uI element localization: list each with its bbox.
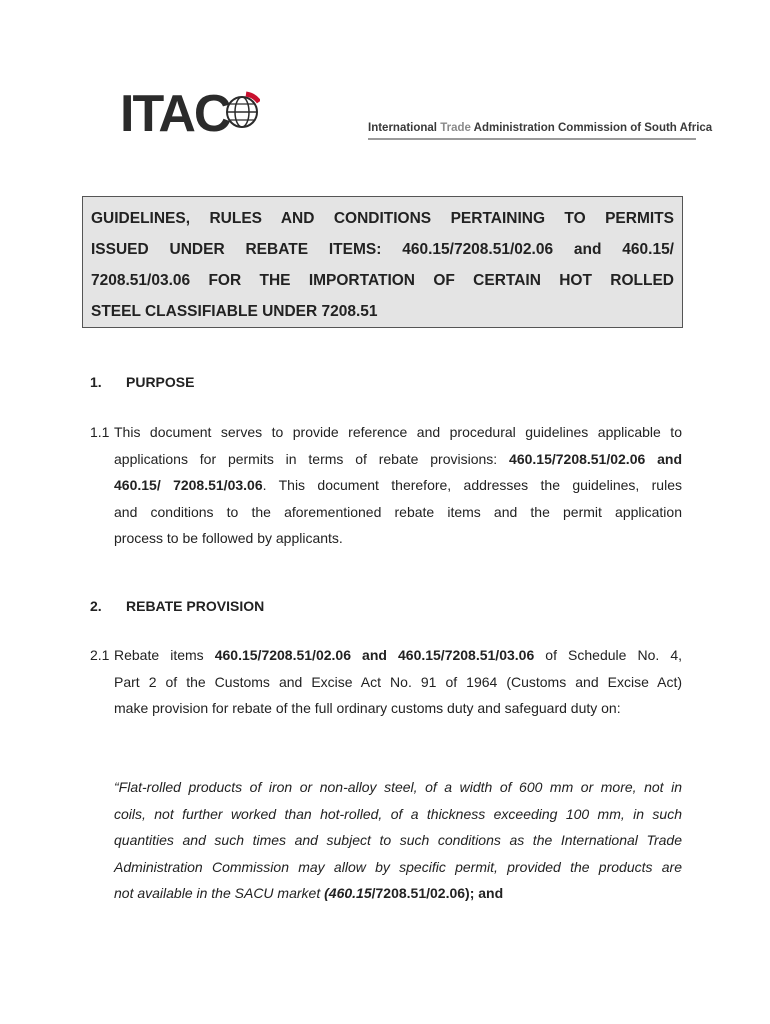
section-heading-rebate-provision: 2. REBATE PROVISION [90, 598, 265, 614]
itac-logo: ITAC [120, 85, 230, 143]
section-heading-purpose: 1. PURPOSE [90, 374, 195, 390]
title-line: GUIDELINES, RULES AND CONDITIONS PERTAINING TO PERMITS [91, 210, 674, 227]
letterhead [120, 85, 713, 144]
globe-icon [224, 90, 260, 134]
title-line: 7208.51/03.06 FOR THE IMPORTATION OF CERTAIN HOT ROLLED [91, 272, 674, 289]
title-line: ISSUED UNDER REBATE ITEMS: 460.15/7208.51/02.06 and 460.15/ [91, 241, 674, 258]
organisation-name: International Trade Administration Commission of South Africa [368, 122, 713, 134]
header-divider [368, 138, 696, 140]
paragraph-2-1: 2.1 Rebate items 460.15/7208.51/02.06 and 460.15/7208.51/03.06 of Schedule No. 4, Part 2 of the Customs and Excise Act No. 91 of 1964 (Customs and Excise Act) make provision for rebate of the full ordinary customs duty and safeguard duty on: [90, 647, 683, 716]
paragraph-1-1: 1.1 This document serves to provide reference and procedural guidelines applicable to applications for permits in terms of rebate provisions: 460.15/7208.51/02.06 and 460.15/ 7208.51/03.06. This document therefore, addresses the guidelines, rules and conditions to the aforementioned rebate items and the permit application process to be followed by applicants. [90, 424, 682, 546]
title-line: STEEL CLASSIFIABLE UNDER 7208.51 [91, 303, 378, 320]
rebate-quote: “Flat-rolled products of iron or non-alloy steel, of a width of 600 mm or more, not in coils, not further worked than hot-rolled, of a thickness exceeding 100 mm, in such quantities and such times and subject to such conditions as the International Trade Administration Commission may allow by specific permit, provided the products are not available in the SACU market (460.15/7208.51/02.06); and [114, 779, 682, 901]
document-title [82, 196, 683, 328]
